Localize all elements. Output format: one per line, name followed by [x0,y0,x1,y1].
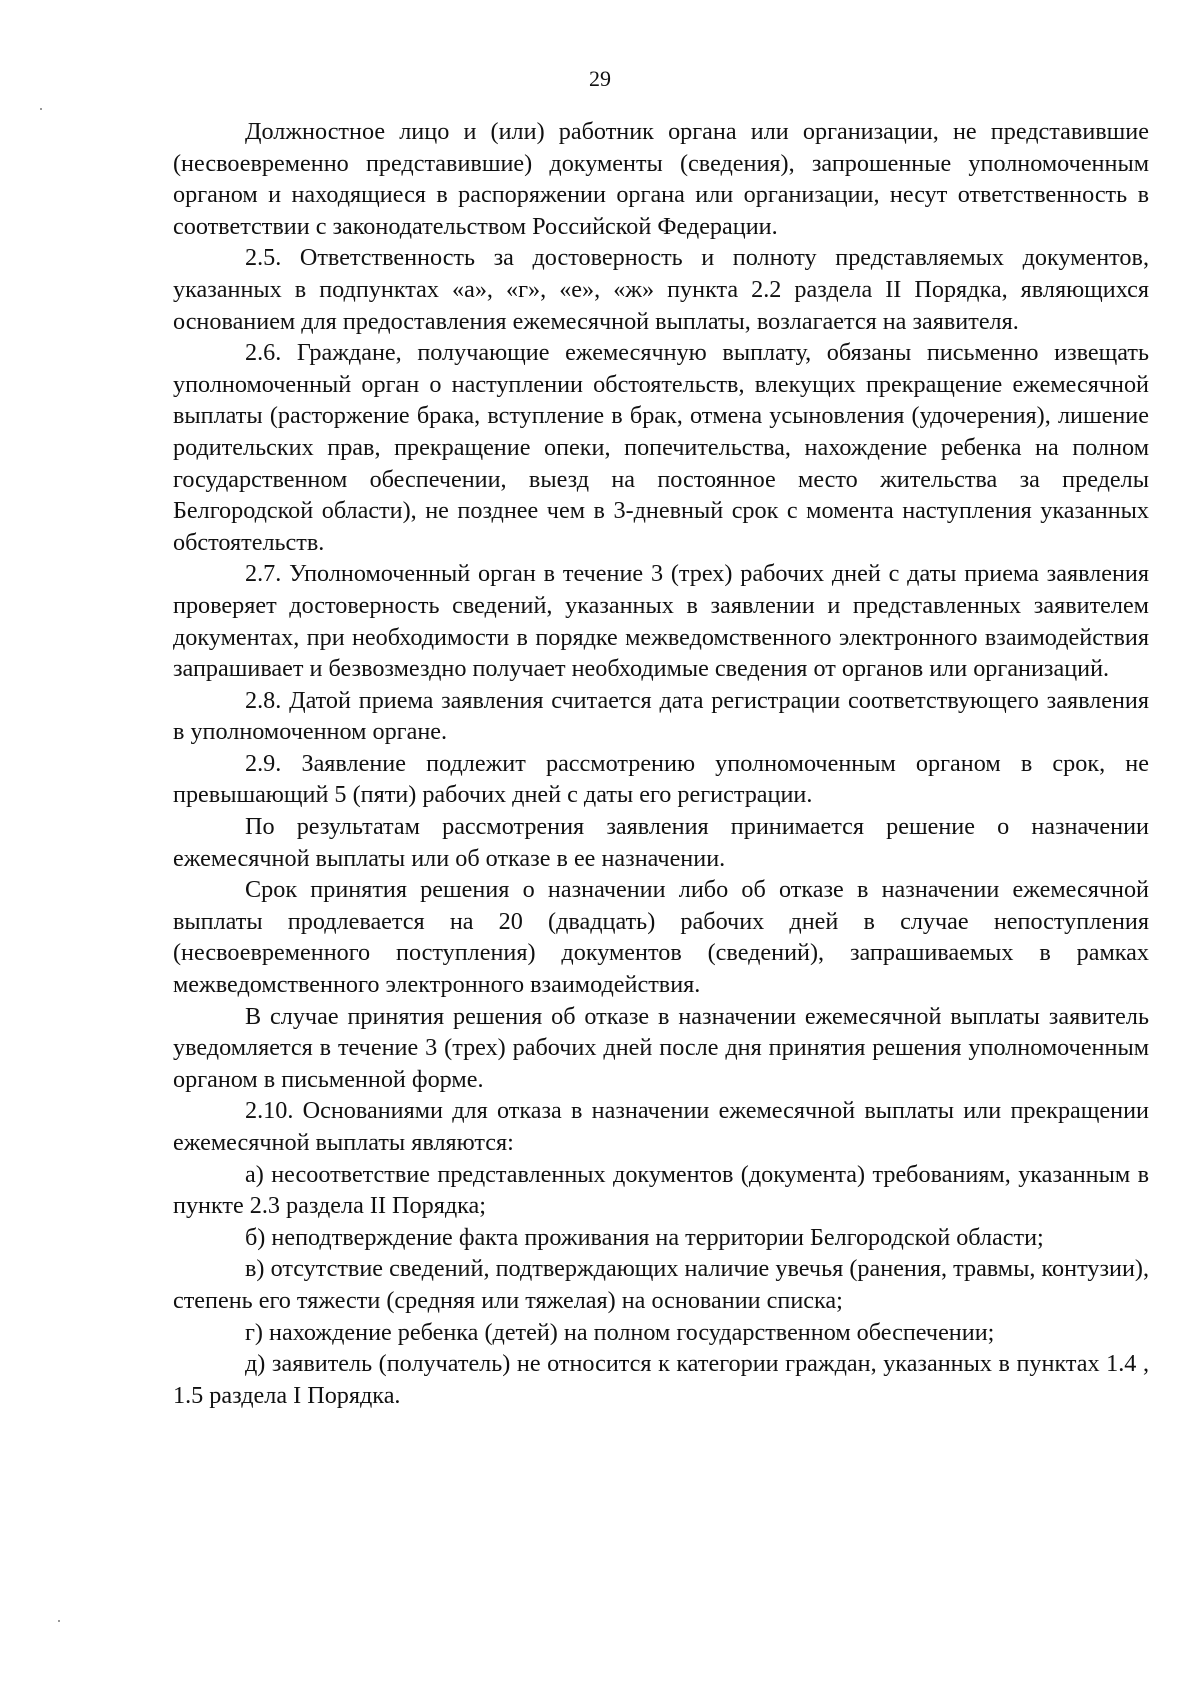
paragraph-2-5: 2.5. Ответственность за достоверность и полноту представляемых документов, указанных в подпунктах «а», «г», «е», «ж» пункта 2.2 раздела II Порядка, являющихся основанием для предоставления ежемесячной выплаты, возлагается на заявителя. [173,244,1149,335]
list-item-b: б) неподтверждение факта проживания на территории Белгородской области; [245,1223,1044,1251]
list-item-a: а) несоответствие представленных документов (документа) требованиям, указанным в пункте 2.3 раздела II Порядка; [173,1160,1149,1220]
page-number: 29 [589,66,611,91]
paragraph-refusal-notice: В случае принятия решения об отказе в назначении ежемесячной выплаты заявитель уведомляется в течение 3 (трех) рабочих дней после дня принятия решения уполномоченным органом в письменной форме. [173,1002,1149,1093]
paragraph-decision-term: Срок принятия решения о назначении либо об отказе в назначении ежемесячной выплаты продлевается на 20 (двадцать) рабочих дней в случае непоступления (несвоевременного поступления) документов (сведений), запрашиваемых в рамках межведомственного электронного взаимодействия. [173,876,1149,999]
paragraph-2-7: 2.7. Уполномоченный орган в течение 3 (трех) рабочих дней с даты приема заявления проверяет достоверность сведений, указанных в заявлении и представленных заявителем документах, при необходимости в порядке межведомственного электронного взаимодействия запрашивает и безвозмездно получает необходимые сведения от органов или организаций. [173,560,1149,683]
list-item-v: в) отсутствие сведений, подтверждающих наличие увечья (ранения, травмы, контузии), степень его тяжести (средняя или тяжелая) на основании списка; [173,1255,1149,1314]
paragraph-2-8: 2.8. Датой приема заявления считается дата регистрации соответствующего заявления в уполномоченном органе. [173,686,1149,746]
scan-speck [40,108,42,110]
paragraph-2-9: 2.9. Заявление подлежит рассмотрению уполномоченным органом в срок, не превышающий 5 (пяти) рабочих дней с даты его регистрации. [173,749,1149,809]
list-item-d: д) заявитель (получатель) не относится к категории граждан, указанных в пунктах 1.4 , 1.5 раздела I Порядка. [173,1350,1149,1409]
scan-speck [58,1620,60,1622]
paragraph-responsibility-officials: Должностное лицо и (или) работник органа или организации, не представившие (несвоевременно представившие) документы (сведения), запрошенные уполномоченным органом и находящиеся в распоряжении органа или организации, несут ответственность в соответствии с законодательством Российской Федерации. [173,118,1149,240]
paragraph-2-10: 2.10. Основаниями для отказа в назначении ежемесячной выплаты или прекращении ежемесячной выплаты являются: [173,1097,1149,1156]
paragraph-decision: По результатам рассмотрения заявления принимается решение о назначении ежемесячной выплаты или об отказе в ее назначении. [173,813,1149,872]
list-item-g: г) нахождение ребенка (детей) на полном государственном обеспечении; [245,1318,995,1346]
paragraph-2-6: 2.6. Граждане, получающие ежемесячную выплату, обязаны письменно извещать уполномоченный орган о наступлении обстоятельств, влекущих прекращение ежемесячной выплаты (расторжение брака, вступление в брак, отмена усыновления (удочерения), лишение родительских прав, прекращение опеки, попечительства, нахождение ребенка на полном государственном обеспечении, выезд на постоянное место жительства за пределы Белгородской области), не позднее чем в 3-дневный срок с момента наступления указанных обстоятельств. [173,339,1149,556]
document-body [173,116,1149,1411]
